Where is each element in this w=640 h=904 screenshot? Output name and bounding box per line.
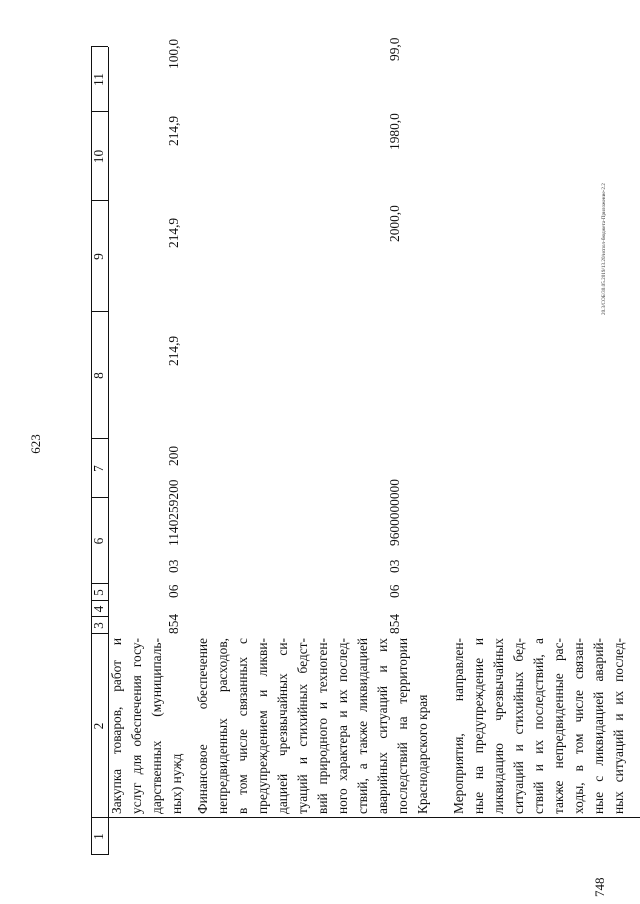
row-description-line: дарственных (муниципаль- (149, 638, 164, 814)
column-header-8: 8 (91, 372, 106, 379)
row-description-line: услуг для обеспечения госу- (129, 638, 144, 814)
cell-col10: 1980,0 (387, 113, 402, 150)
row-description-line: ные с ликвидацией аварий- (591, 638, 606, 814)
column-header-1: 1 (91, 833, 106, 840)
cell-col9: 2000,0 (387, 205, 402, 242)
column-header-4: 4 (91, 605, 106, 613)
row-description-line: вий природного и техноген- (315, 638, 330, 814)
row-description-line: предупреждением и ликви- (255, 638, 270, 814)
row-description-line: Краснодарского края (415, 694, 430, 814)
column-header-3: 3 (91, 622, 106, 629)
column-header-10: 10 (91, 149, 106, 164)
row-description-line: ходы, в том числе связан- (571, 638, 586, 814)
row-description-line: ликвидацию чрезвычайных (491, 638, 506, 814)
column-header-9: 9 (91, 253, 106, 260)
row-description-line: непредвиденных расходов, (215, 638, 230, 814)
row-description-line: ного характера и их послед- (335, 638, 350, 814)
row-description-line: ные на предупреждение и (471, 638, 486, 814)
cell-rz: 06 (387, 584, 402, 598)
row-description-line: Закупка товаров, работ и (109, 638, 124, 814)
row-description-line: Финансовое обеспечение (195, 638, 210, 814)
cell-csr: 1140259200 (166, 479, 181, 546)
cell-vr: 200 (166, 445, 181, 466)
cell-csr: 9600000000 (387, 479, 402, 546)
cell-col9: 214,9 (166, 217, 181, 248)
page-number-bottom: 748 (592, 877, 607, 897)
cell-col10: 214,9 (166, 115, 181, 146)
row-description-line: дацией чрезвычайных си- (275, 638, 290, 814)
row-description-line: последствий на территории (395, 638, 410, 814)
row-description-line: ных) нужд (169, 753, 184, 814)
row-description-line: ствий, а также ликвидацией (355, 638, 370, 814)
column-header-5: 5 (91, 589, 106, 596)
row-description-line: ситуаций и стихийных бед- (511, 638, 526, 814)
cell-col11: 99,0 (387, 37, 402, 61)
row-description-line: также непредвиденные рас- (551, 638, 566, 814)
row-description-line: ных ситуаций и их послед- (611, 638, 626, 814)
column-header-7: 7 (91, 465, 106, 472)
cell-ved: 854 (166, 613, 181, 634)
row-description-line: ствий и их последствий, а (531, 638, 546, 814)
cell-rz: 06 (166, 584, 181, 598)
cell-pr: 03 (166, 559, 181, 573)
column-header-11: 11 (91, 73, 106, 86)
cell-col11: 100,0 (166, 38, 181, 69)
cell-col8: 214,9 (166, 335, 181, 366)
footer-code: 20.3/СОБ/30.05.2019/13.20/испол-бюджета-Приложение-2.2 (601, 183, 607, 315)
cell-ved: 854 (387, 613, 402, 634)
row-description-line: аварийных ситуаций и их (375, 638, 390, 814)
row-description-line: туаций и стихийных бедст- (295, 638, 310, 814)
cell-pr: 03 (387, 559, 402, 573)
row-description-line: в том числе связанных с (235, 638, 250, 814)
row-description-line: Мероприятия, направлен- (451, 638, 466, 814)
column-header-2: 2 (91, 722, 106, 730)
column-header-6: 6 (91, 537, 106, 545)
page-number-top: 623 (28, 434, 43, 454)
